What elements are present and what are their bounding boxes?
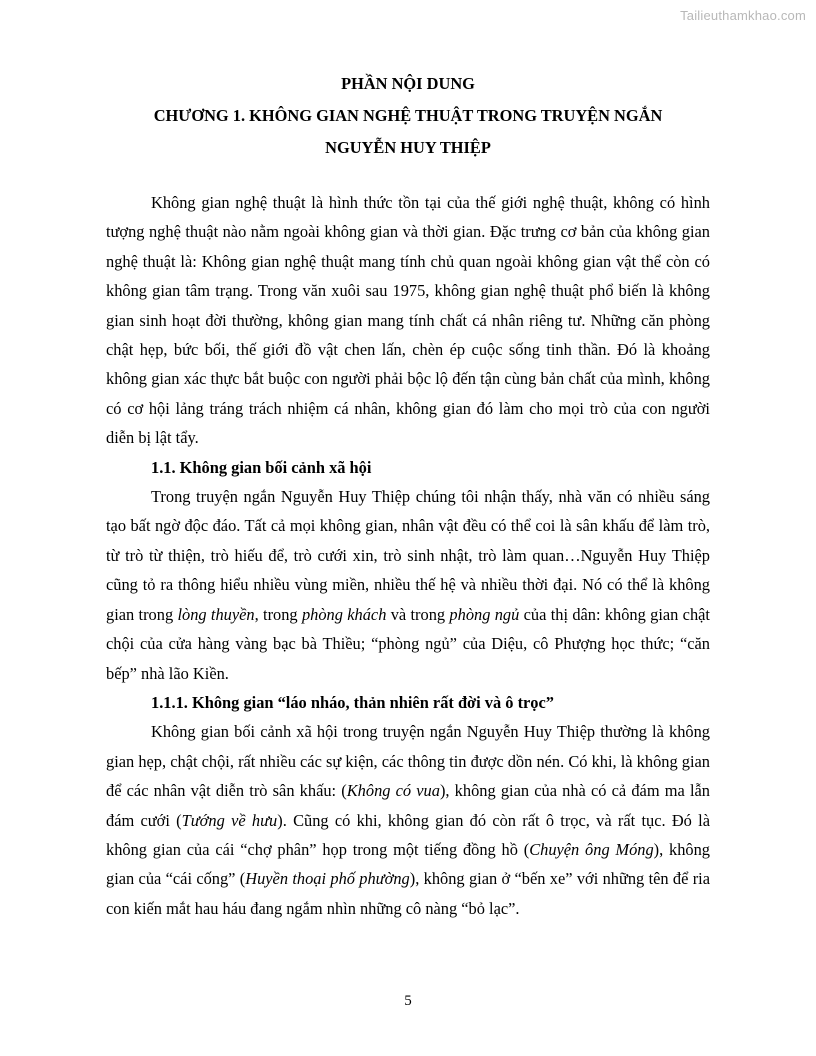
italic-run: Không có vua <box>346 781 440 801</box>
part-heading: PHẦN NỘI DUNG <box>341 74 475 93</box>
italic-run: Tướng về hưu <box>181 810 278 830</box>
section-1-1-title: 1.1. Không gian bối cảnh xã hội <box>151 457 372 477</box>
chapter-heading-line1: CHƯƠNG 1. KHÔNG GIAN NGHỆ THUẬT TRONG TRUYỆN NGẮN <box>153 106 663 125</box>
text-run: Trong truyện ngắn Nguyễn Huy Thiệp chúng tôi nhận thấy, nhà văn có nhiều sáng tạo bất ngờ độc đáo. Tất cả mọi không gian, nhân vật đều có thể coi là sân khấu để làm trò, từ trò từ thiện, trò hiếu để, trò cưới xin, trò sinh nhật, trò làm quan…Nguyễn Huy Thiệp cũng tỏ ra thông hiểu nhiều vùng miền, nhiều thế hệ và nhiều thời đại. Nó có thể là không gian trong <box>106 487 710 624</box>
page-number: 5 <box>404 993 412 1009</box>
text-run: , trong <box>254 604 302 624</box>
heading-block <box>106 68 710 164</box>
section-1-1-1-paragraph <box>106 717 710 923</box>
section-1-1-paragraph <box>106 482 710 688</box>
intro-paragraph: Không gian nghệ thuật là hình thức tồn tại của thế giới nghệ thuật, không có hình tượng nghệ thuật nào nằm ngoài không gian và thời gian. Đặc trưng cơ bản của không gian nghệ thuật là: Không gian nghệ thuật mang tính chủ quan ngoài không gian vật thể còn có không gian tâm trạng. Trong văn xuôi sau 1975, không gian nghệ thuật phổ biến là không gian sinh hoạt đời thường, không gian mang tính chất cá nhân riêng tư. Những căn phòng chật hẹp, bức bối, thế giới đồ vật chen lấn, chèn ép cuộc sống tinh thần. Đó là khoảng không gian xác thực bắt buộc con người phải bộc lộ đến tận cùng bản chất của mình, không có cơ hội lảng tráng trách nhiệm cá nhân, không gian đó làm cho mọi trò của con người diễn bị lật tẩy. <box>106 193 710 448</box>
text-run: ), không gian ở “bến xe” với những tên để ria con kiến mắt hau háu đang ngắm nhìn những cô nàng “bỏ lạc”. <box>106 869 710 918</box>
text-run: ). Cũng có khi, không gian đó còn rất ô trọc, và rất tục. Đó là không gian của cái “chợ phân” họp trong một tiếng đồng hồ ( <box>106 810 710 859</box>
italic-run: Huyền thoại phố phường <box>245 869 410 889</box>
section-1-1-1-title: 1.1.1. Không gian “láo nháo, thản nhiên rất đời và ô trọc” <box>151 692 554 712</box>
watermark: Tailieuthamkhao.com <box>680 8 806 23</box>
italic-run: phòng ngủ <box>449 604 520 624</box>
italic-run: Chuyện ông Móng <box>529 839 654 859</box>
text-run: và trong <box>386 604 450 624</box>
italic-run: phòng khách <box>301 604 387 624</box>
text-run: ), không gian của nhà có cả đám ma lẫn đám cưới ( <box>106 781 710 830</box>
document-body <box>106 68 710 923</box>
text-run: ), không gian của “cái cống” ( <box>106 839 710 889</box>
text-run: Không gian bối cảnh xã hội trong truyện ngắn Nguyễn Huy Thiệp thường là không gian hẹp, chật chội, rất nhiều các sự kiện, các thông tin được dồn nén. Có khi, là không gian để các nhân vật diễn trò sân khấu: ( <box>106 722 710 801</box>
chapter-heading-line2: NGUYỄN HUY THIỆP <box>325 138 491 157</box>
text-run: của thị dân: không gian chật chội của cửa hàng vàng bạc bà Thiều; “phòng ngủ” của Diệu, cô Phượng học thức; “căn bếp” nhà lão Kiền. <box>106 604 710 683</box>
italic-run: lòng thuyền <box>177 604 255 624</box>
